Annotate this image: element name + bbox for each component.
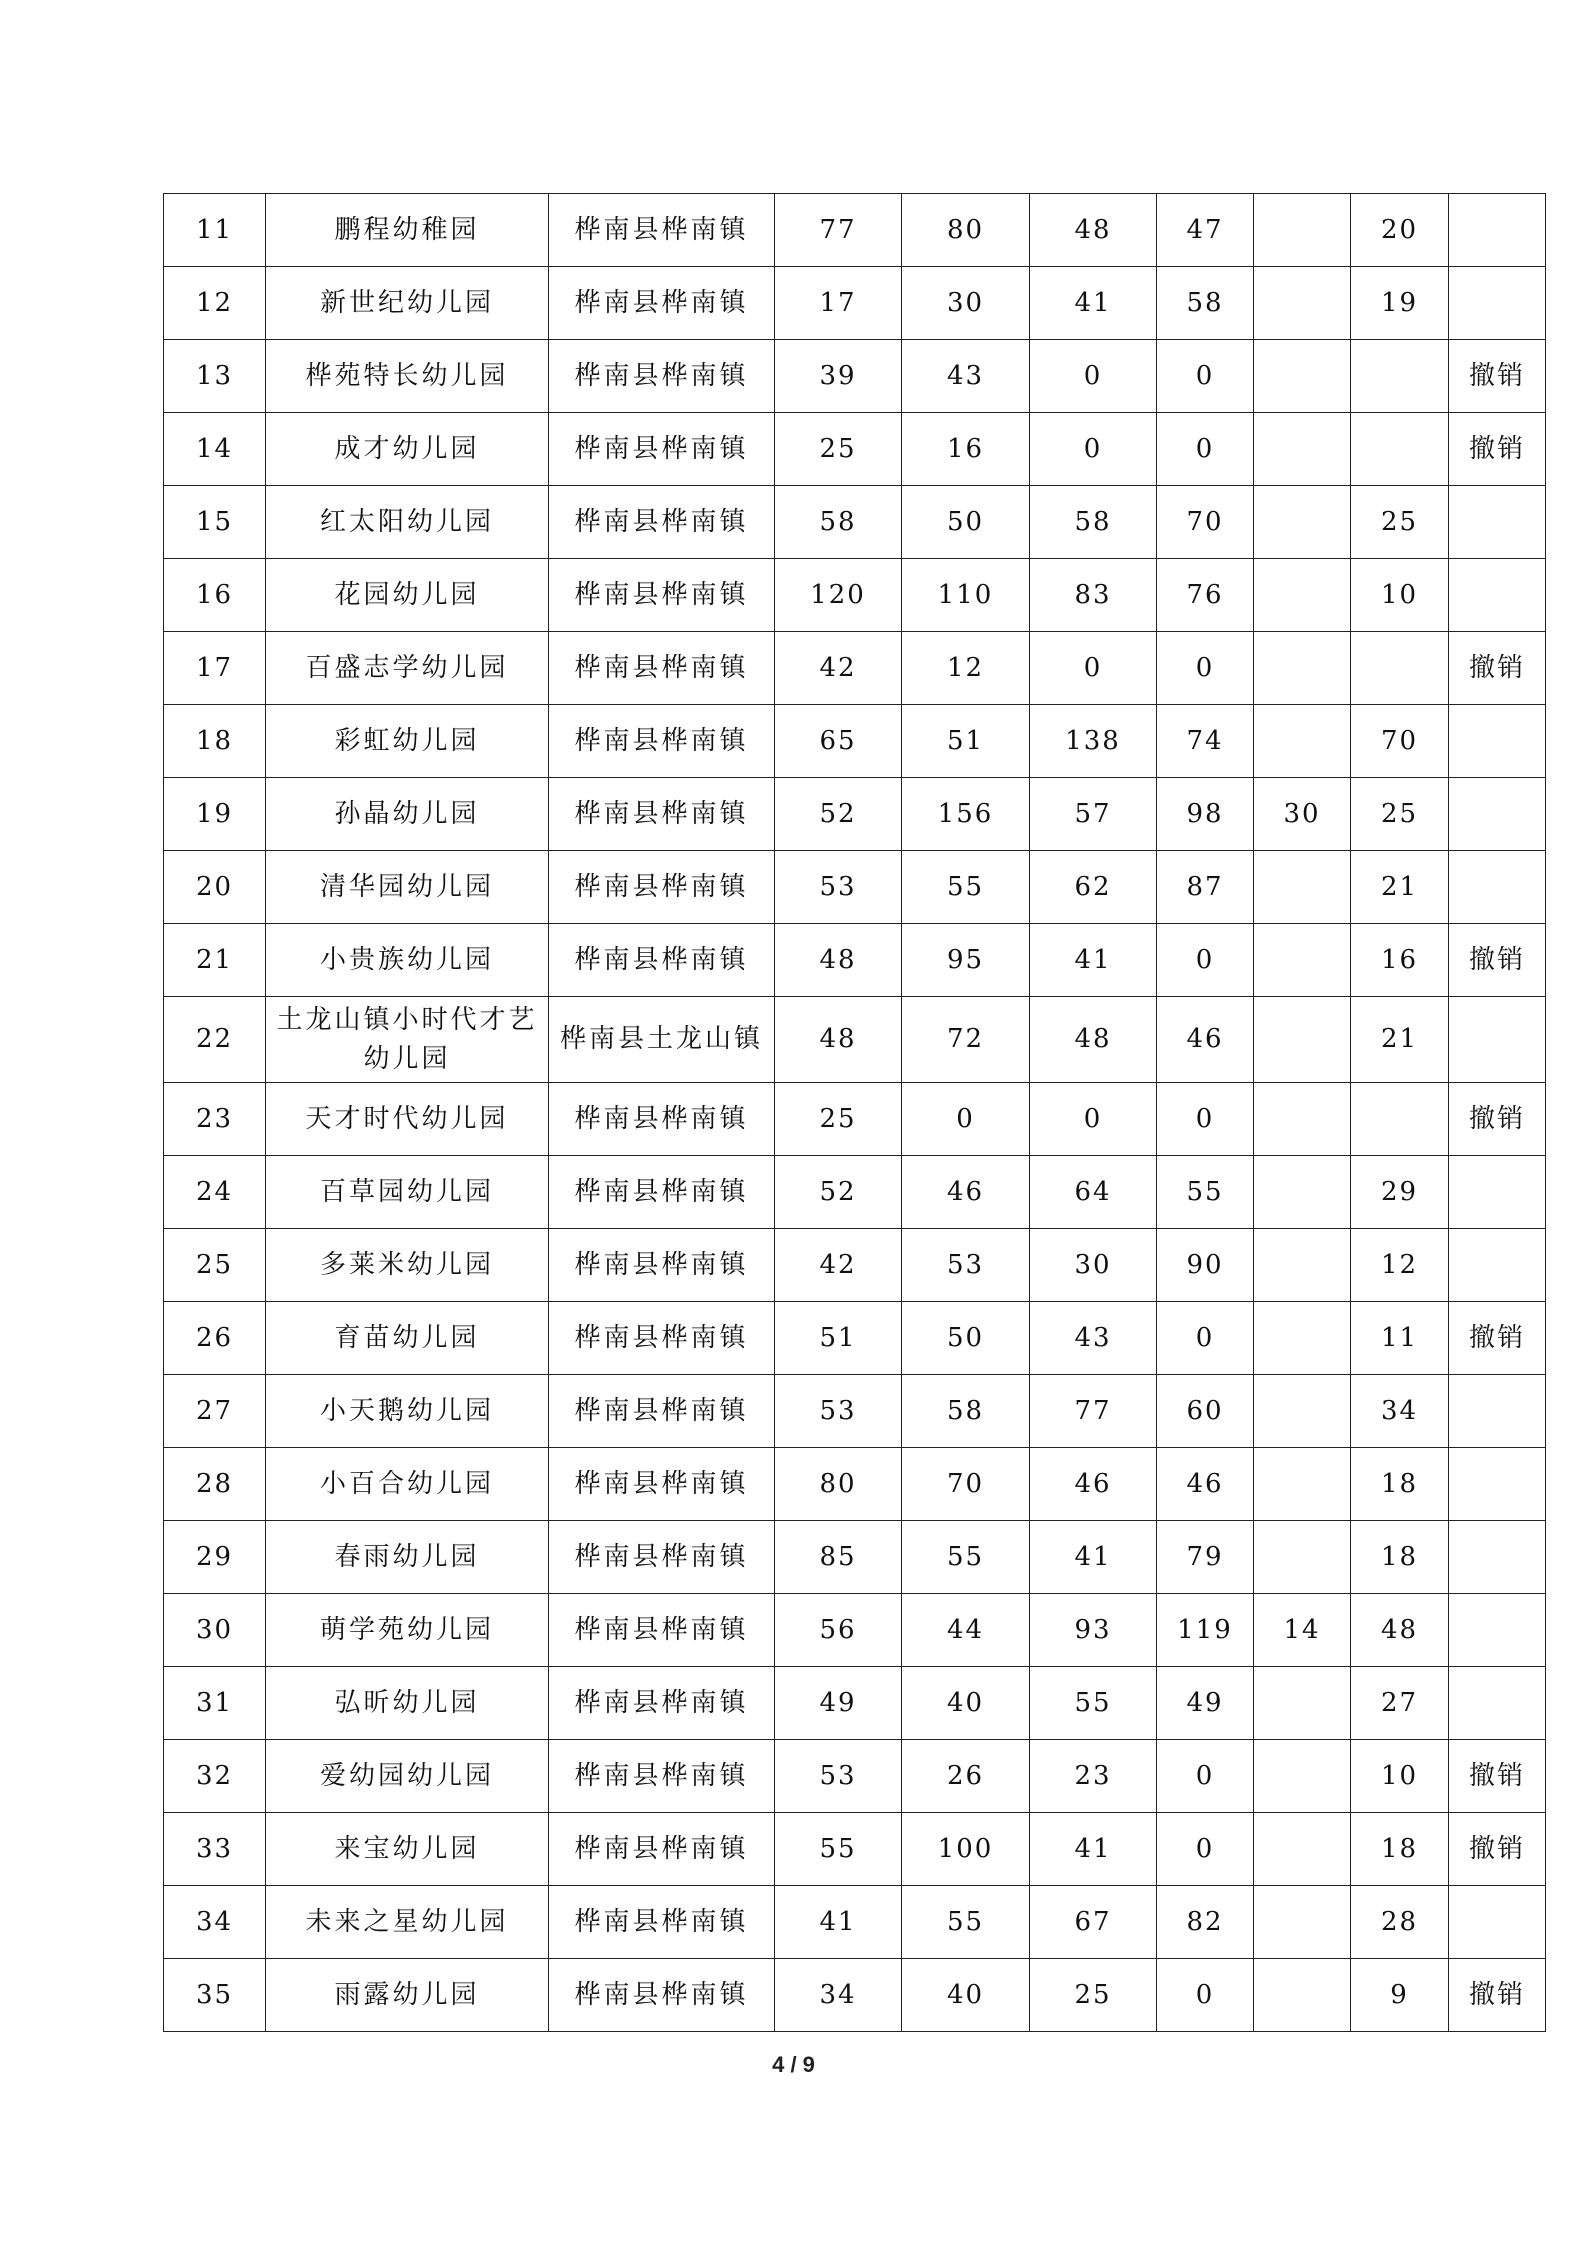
row-number-cell: 19 [164, 778, 266, 851]
value-cell-2: 110 [902, 559, 1030, 632]
status-note-cell [1449, 851, 1546, 924]
value-cell-4: 0 [1157, 1959, 1254, 2032]
value-cell-1: 58 [775, 486, 902, 559]
value-cell-5 [1254, 194, 1351, 267]
kindergarten-name-cell: 土龙山镇小时代才艺幼儿园 [266, 997, 549, 1083]
location-cell: 桦南县桦南镇 [549, 1740, 775, 1813]
value-cell-4: 49 [1157, 1667, 1254, 1740]
value-cell-4: 87 [1157, 851, 1254, 924]
value-cell-6 [1351, 413, 1449, 486]
table-row [164, 267, 1546, 340]
row-number-cell: 33 [164, 1813, 266, 1886]
row-number-cell: 35 [164, 1959, 266, 2032]
value-cell-3: 0 [1030, 340, 1157, 413]
status-note-cell: 撤销 [1449, 1813, 1546, 1886]
kindergarten-name-cell: 清华园幼儿园 [266, 851, 549, 924]
status-note-cell: 撤销 [1449, 632, 1546, 705]
value-cell-5 [1254, 705, 1351, 778]
location-cell: 桦南县土龙山镇 [549, 997, 775, 1083]
row-number-cell: 29 [164, 1521, 266, 1594]
value-cell-6: 27 [1351, 1667, 1449, 1740]
value-cell-5 [1254, 1375, 1351, 1448]
status-note-cell: 撤销 [1449, 1083, 1546, 1156]
kindergarten-name-cell: 小贵族幼儿园 [266, 924, 549, 997]
row-number-cell: 15 [164, 486, 266, 559]
status-note-cell [1449, 778, 1546, 851]
value-cell-4: 0 [1157, 413, 1254, 486]
status-note-cell [1449, 486, 1546, 559]
location-cell: 桦南县桦南镇 [549, 1083, 775, 1156]
value-cell-5: 30 [1254, 778, 1351, 851]
value-cell-3: 93 [1030, 1594, 1157, 1667]
status-note-cell [1449, 1375, 1546, 1448]
value-cell-4: 90 [1157, 1229, 1254, 1302]
location-cell: 桦南县桦南镇 [549, 851, 775, 924]
value-cell-6: 29 [1351, 1156, 1449, 1229]
value-cell-5 [1254, 486, 1351, 559]
status-note-cell: 撤销 [1449, 1959, 1546, 2032]
value-cell-2: 100 [902, 1813, 1030, 1886]
value-cell-6: 28 [1351, 1886, 1449, 1959]
value-cell-6: 21 [1351, 997, 1449, 1083]
table-row [164, 1083, 1546, 1156]
value-cell-6: 18 [1351, 1813, 1449, 1886]
value-cell-4: 60 [1157, 1375, 1254, 1448]
value-cell-3: 0 [1030, 1083, 1157, 1156]
location-cell: 桦南县桦南镇 [549, 1375, 775, 1448]
value-cell-5 [1254, 1156, 1351, 1229]
row-number-cell: 27 [164, 1375, 266, 1448]
value-cell-2: 12 [902, 632, 1030, 705]
value-cell-6: 16 [1351, 924, 1449, 997]
row-number-cell: 17 [164, 632, 266, 705]
kindergarten-name-cell: 红太阳幼儿园 [266, 486, 549, 559]
value-cell-1: 77 [775, 194, 902, 267]
value-cell-3: 138 [1030, 705, 1157, 778]
table-row [164, 997, 1546, 1083]
value-cell-5 [1254, 1886, 1351, 1959]
value-cell-5 [1254, 1959, 1351, 2032]
status-note-cell [1449, 1229, 1546, 1302]
value-cell-2: 95 [902, 924, 1030, 997]
status-note-cell [1449, 1156, 1546, 1229]
location-cell: 桦南县桦南镇 [549, 1886, 775, 1959]
kindergarten-name-cell: 育苗幼儿园 [266, 1302, 549, 1375]
kindergarten-name-cell: 萌学苑幼儿园 [266, 1594, 549, 1667]
value-cell-3: 0 [1030, 632, 1157, 705]
value-cell-2: 46 [902, 1156, 1030, 1229]
value-cell-4: 0 [1157, 1302, 1254, 1375]
value-cell-5 [1254, 267, 1351, 340]
value-cell-3: 0 [1030, 413, 1157, 486]
location-cell: 桦南县桦南镇 [549, 778, 775, 851]
value-cell-3: 57 [1030, 778, 1157, 851]
location-cell: 桦南县桦南镇 [549, 1959, 775, 2032]
value-cell-4: 58 [1157, 267, 1254, 340]
value-cell-3: 83 [1030, 559, 1157, 632]
row-number-cell: 24 [164, 1156, 266, 1229]
status-note-cell: 撤销 [1449, 1740, 1546, 1813]
table-row [164, 1229, 1546, 1302]
value-cell-6: 70 [1351, 705, 1449, 778]
value-cell-5 [1254, 997, 1351, 1083]
value-cell-6: 34 [1351, 1375, 1449, 1448]
row-number-cell: 23 [164, 1083, 266, 1156]
value-cell-3: 41 [1030, 267, 1157, 340]
value-cell-5 [1254, 1521, 1351, 1594]
value-cell-2: 0 [902, 1083, 1030, 1156]
kindergarten-name-cell: 百草园幼儿园 [266, 1156, 549, 1229]
status-note-cell [1449, 1594, 1546, 1667]
value-cell-2: 55 [902, 1886, 1030, 1959]
status-note-cell [1449, 1667, 1546, 1740]
value-cell-1: 42 [775, 632, 902, 705]
value-cell-3: 46 [1030, 1448, 1157, 1521]
value-cell-2: 50 [902, 1302, 1030, 1375]
location-cell: 桦南县桦南镇 [549, 705, 775, 778]
value-cell-3: 77 [1030, 1375, 1157, 1448]
value-cell-2: 53 [902, 1229, 1030, 1302]
kindergarten-name-cell: 春雨幼儿园 [266, 1521, 549, 1594]
value-cell-2: 51 [902, 705, 1030, 778]
value-cell-4: 0 [1157, 340, 1254, 413]
kindergarten-name-cell: 爱幼园幼儿园 [266, 1740, 549, 1813]
value-cell-4: 47 [1157, 194, 1254, 267]
status-note-cell [1449, 997, 1546, 1083]
location-cell: 桦南县桦南镇 [549, 1156, 775, 1229]
value-cell-3: 48 [1030, 997, 1157, 1083]
value-cell-5 [1254, 413, 1351, 486]
value-cell-2: 16 [902, 413, 1030, 486]
value-cell-4: 0 [1157, 632, 1254, 705]
value-cell-2: 40 [902, 1959, 1030, 2032]
row-number-cell: 11 [164, 194, 266, 267]
table-row [164, 705, 1546, 778]
value-cell-2: 55 [902, 851, 1030, 924]
value-cell-5 [1254, 1448, 1351, 1521]
status-note-cell: 撤销 [1449, 1302, 1546, 1375]
value-cell-1: 80 [775, 1448, 902, 1521]
value-cell-5 [1254, 1229, 1351, 1302]
value-cell-6 [1351, 632, 1449, 705]
value-cell-6: 20 [1351, 194, 1449, 267]
value-cell-3: 43 [1030, 1302, 1157, 1375]
value-cell-1: 34 [775, 1959, 902, 2032]
table-body [164, 194, 1546, 2032]
table-row [164, 1740, 1546, 1813]
value-cell-5 [1254, 1083, 1351, 1156]
kindergarten-name-cell: 弘昕幼儿园 [266, 1667, 549, 1740]
kindergarten-name-cell: 孙晶幼儿园 [266, 778, 549, 851]
value-cell-1: 42 [775, 1229, 902, 1302]
table-row [164, 413, 1546, 486]
location-cell: 桦南县桦南镇 [549, 924, 775, 997]
page-number: 4 / 9 [772, 2052, 815, 2077]
value-cell-6: 19 [1351, 267, 1449, 340]
value-cell-1: 55 [775, 1813, 902, 1886]
status-note-cell: 撤销 [1449, 340, 1546, 413]
location-cell: 桦南县桦南镇 [549, 413, 775, 486]
table-row [164, 486, 1546, 559]
value-cell-6: 18 [1351, 1448, 1449, 1521]
value-cell-4: 0 [1157, 1740, 1254, 1813]
value-cell-1: 120 [775, 559, 902, 632]
value-cell-2: 40 [902, 1667, 1030, 1740]
table-row [164, 340, 1546, 413]
value-cell-1: 53 [775, 1740, 902, 1813]
value-cell-3: 64 [1030, 1156, 1157, 1229]
value-cell-5 [1254, 1667, 1351, 1740]
status-note-cell [1449, 194, 1546, 267]
value-cell-1: 48 [775, 924, 902, 997]
table-row [164, 1302, 1546, 1375]
row-number-cell: 28 [164, 1448, 266, 1521]
value-cell-5 [1254, 1813, 1351, 1886]
value-cell-6: 12 [1351, 1229, 1449, 1302]
location-cell: 桦南县桦南镇 [549, 559, 775, 632]
value-cell-5 [1254, 1740, 1351, 1813]
value-cell-4: 76 [1157, 559, 1254, 632]
value-cell-6: 10 [1351, 1740, 1449, 1813]
kindergarten-name-cell: 花园幼儿园 [266, 559, 549, 632]
kindergarten-name-cell: 天才时代幼儿园 [266, 1083, 549, 1156]
location-cell: 桦南县桦南镇 [549, 267, 775, 340]
location-cell: 桦南县桦南镇 [549, 486, 775, 559]
status-note-cell [1449, 705, 1546, 778]
value-cell-2: 72 [902, 997, 1030, 1083]
location-cell: 桦南县桦南镇 [549, 194, 775, 267]
row-number-cell: 16 [164, 559, 266, 632]
location-cell: 桦南县桦南镇 [549, 1667, 775, 1740]
value-cell-6: 25 [1351, 486, 1449, 559]
value-cell-4: 46 [1157, 1448, 1254, 1521]
value-cell-6: 11 [1351, 1302, 1449, 1375]
value-cell-2: 43 [902, 340, 1030, 413]
value-cell-2: 70 [902, 1448, 1030, 1521]
kindergarten-name-cell: 桦苑特长幼儿园 [266, 340, 549, 413]
value-cell-6: 10 [1351, 559, 1449, 632]
value-cell-2: 26 [902, 1740, 1030, 1813]
kindergarten-name-cell: 百盛志学幼儿园 [266, 632, 549, 705]
value-cell-4: 98 [1157, 778, 1254, 851]
row-number-cell: 31 [164, 1667, 266, 1740]
kindergarten-table [163, 193, 1546, 2032]
status-note-cell [1449, 1521, 1546, 1594]
kindergarten-name-cell: 小天鹅幼儿园 [266, 1375, 549, 1448]
row-number-cell: 25 [164, 1229, 266, 1302]
kindergarten-name-cell: 来宝幼儿园 [266, 1813, 549, 1886]
status-note-cell [1449, 267, 1546, 340]
value-cell-2: 58 [902, 1375, 1030, 1448]
location-cell: 桦南县桦南镇 [549, 1229, 775, 1302]
location-cell: 桦南县桦南镇 [549, 1302, 775, 1375]
value-cell-3: 58 [1030, 486, 1157, 559]
status-note-cell: 撤销 [1449, 924, 1546, 997]
value-cell-6: 25 [1351, 778, 1449, 851]
table-row [164, 1521, 1546, 1594]
table-row [164, 1448, 1546, 1521]
status-note-cell [1449, 1448, 1546, 1521]
value-cell-1: 41 [775, 1886, 902, 1959]
value-cell-1: 52 [775, 778, 902, 851]
table-row [164, 1375, 1546, 1448]
location-cell: 桦南县桦南镇 [549, 1521, 775, 1594]
value-cell-4: 70 [1157, 486, 1254, 559]
location-cell: 桦南县桦南镇 [549, 1813, 775, 1886]
row-number-cell: 22 [164, 997, 266, 1083]
row-number-cell: 13 [164, 340, 266, 413]
row-number-cell: 34 [164, 1886, 266, 1959]
value-cell-5 [1254, 559, 1351, 632]
location-cell: 桦南县桦南镇 [549, 1448, 775, 1521]
value-cell-1: 85 [775, 1521, 902, 1594]
value-cell-1: 52 [775, 1156, 902, 1229]
table-row [164, 632, 1546, 705]
status-note-cell: 撤销 [1449, 413, 1546, 486]
kindergarten-name-cell: 未来之星幼儿园 [266, 1886, 549, 1959]
value-cell-5 [1254, 340, 1351, 413]
value-cell-2: 80 [902, 194, 1030, 267]
status-note-cell [1449, 559, 1546, 632]
table-row [164, 851, 1546, 924]
value-cell-3: 41 [1030, 1813, 1157, 1886]
value-cell-3: 41 [1030, 1521, 1157, 1594]
value-cell-6: 18 [1351, 1521, 1449, 1594]
kindergarten-name-cell: 小百合幼儿园 [266, 1448, 549, 1521]
value-cell-4: 119 [1157, 1594, 1254, 1667]
kindergarten-name-cell: 成才幼儿园 [266, 413, 549, 486]
row-number-cell: 18 [164, 705, 266, 778]
value-cell-4: 79 [1157, 1521, 1254, 1594]
value-cell-3: 25 [1030, 1959, 1157, 2032]
row-number-cell: 26 [164, 1302, 266, 1375]
value-cell-2: 44 [902, 1594, 1030, 1667]
row-number-cell: 21 [164, 924, 266, 997]
table-row [164, 1886, 1546, 1959]
kindergarten-name-cell: 鹏程幼稚园 [266, 194, 549, 267]
table-row [164, 924, 1546, 997]
value-cell-2: 30 [902, 267, 1030, 340]
value-cell-4: 0 [1157, 1813, 1254, 1886]
value-cell-4: 0 [1157, 1083, 1254, 1156]
table-row [164, 1959, 1546, 2032]
value-cell-2: 50 [902, 486, 1030, 559]
table-row [164, 1813, 1546, 1886]
status-note-cell [1449, 1886, 1546, 1959]
value-cell-6 [1351, 1083, 1449, 1156]
value-cell-5 [1254, 924, 1351, 997]
value-cell-1: 39 [775, 340, 902, 413]
value-cell-5 [1254, 1302, 1351, 1375]
value-cell-6: 48 [1351, 1594, 1449, 1667]
value-cell-1: 53 [775, 1375, 902, 1448]
value-cell-2: 156 [902, 778, 1030, 851]
value-cell-2: 55 [902, 1521, 1030, 1594]
value-cell-6 [1351, 340, 1449, 413]
value-cell-1: 25 [775, 413, 902, 486]
location-cell: 桦南县桦南镇 [549, 1594, 775, 1667]
value-cell-5 [1254, 851, 1351, 924]
location-cell: 桦南县桦南镇 [549, 632, 775, 705]
row-number-cell: 30 [164, 1594, 266, 1667]
value-cell-3: 41 [1030, 924, 1157, 997]
value-cell-1: 25 [775, 1083, 902, 1156]
value-cell-4: 46 [1157, 997, 1254, 1083]
table-row [164, 1667, 1546, 1740]
value-cell-3: 30 [1030, 1229, 1157, 1302]
value-cell-4: 0 [1157, 924, 1254, 997]
table-row [164, 1594, 1546, 1667]
value-cell-3: 23 [1030, 1740, 1157, 1813]
kindergarten-name-cell: 多莱米幼儿园 [266, 1229, 549, 1302]
value-cell-3: 48 [1030, 194, 1157, 267]
value-cell-6: 21 [1351, 851, 1449, 924]
value-cell-4: 82 [1157, 1886, 1254, 1959]
value-cell-5 [1254, 632, 1351, 705]
row-number-cell: 32 [164, 1740, 266, 1813]
row-number-cell: 14 [164, 413, 266, 486]
value-cell-1: 48 [775, 997, 902, 1083]
value-cell-1: 49 [775, 1667, 902, 1740]
value-cell-6: 9 [1351, 1959, 1449, 2032]
table-row [164, 778, 1546, 851]
value-cell-1: 53 [775, 851, 902, 924]
table-row [164, 194, 1546, 267]
value-cell-1: 56 [775, 1594, 902, 1667]
table-row [164, 559, 1546, 632]
value-cell-1: 17 [775, 267, 902, 340]
row-number-cell: 20 [164, 851, 266, 924]
value-cell-3: 62 [1030, 851, 1157, 924]
value-cell-3: 67 [1030, 1886, 1157, 1959]
value-cell-1: 65 [775, 705, 902, 778]
value-cell-3: 55 [1030, 1667, 1157, 1740]
value-cell-1: 51 [775, 1302, 902, 1375]
table-row [164, 1156, 1546, 1229]
kindergarten-name-cell: 新世纪幼儿园 [266, 267, 549, 340]
value-cell-4: 55 [1157, 1156, 1254, 1229]
value-cell-5: 14 [1254, 1594, 1351, 1667]
row-number-cell: 12 [164, 267, 266, 340]
kindergarten-name-cell: 彩虹幼儿园 [266, 705, 549, 778]
location-cell: 桦南县桦南镇 [549, 340, 775, 413]
kindergarten-name-cell: 雨露幼儿园 [266, 1959, 549, 2032]
value-cell-4: 74 [1157, 705, 1254, 778]
